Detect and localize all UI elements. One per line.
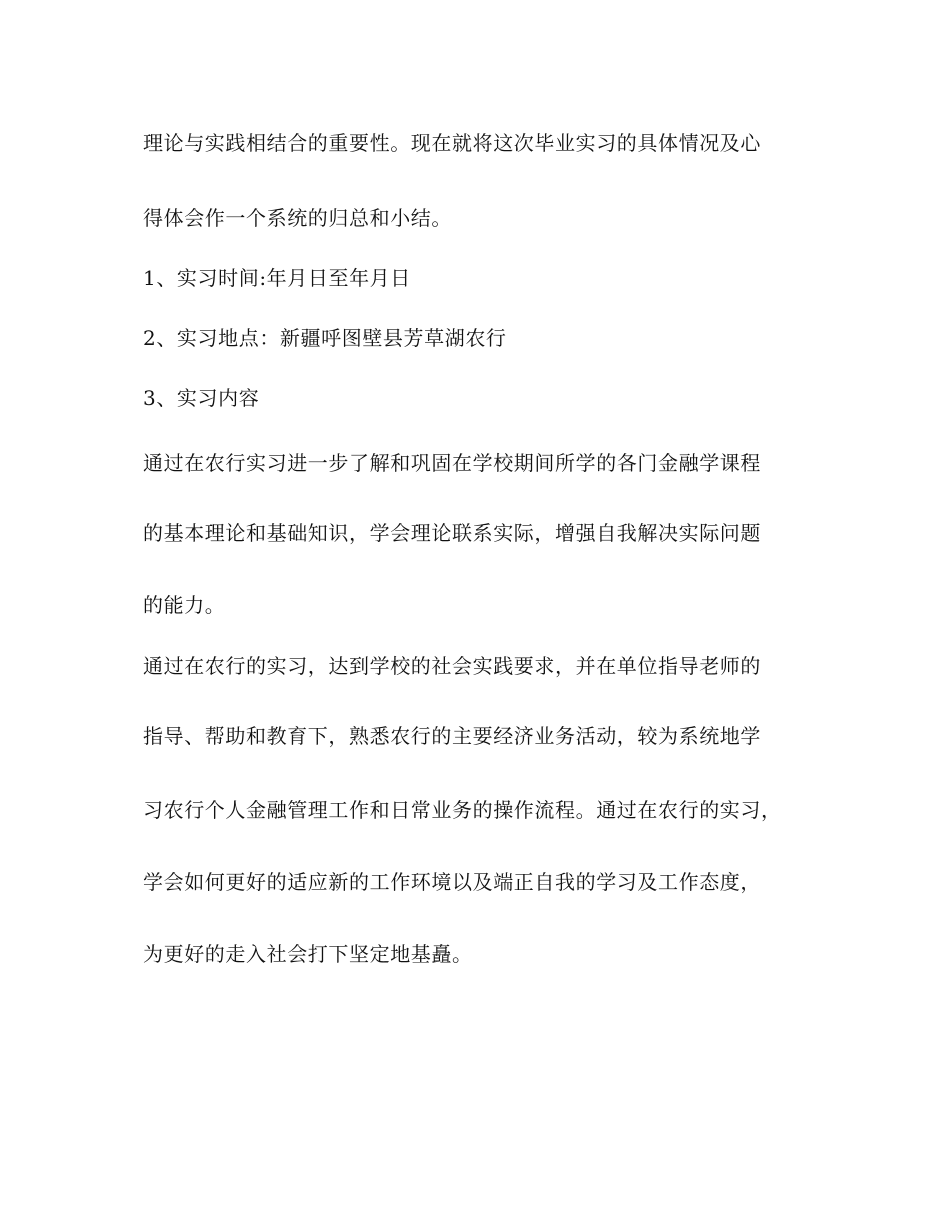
paragraph1-line-3: 的能力。 [143, 593, 226, 617]
paragraph2-line-1: 通过在农行的实习，达到学校的社会实践要求，并在单位指导老师的 [143, 654, 761, 678]
intro-line-1: 理论与实践相结合的重要性。现在就将这次毕业实习的具体情况及心 [143, 131, 761, 155]
paragraph1-line-2: 的基本理论和基础知识，学会理论联系实际，增强自我解决实际问题 [143, 521, 761, 545]
item-practice-location: 2、实习地点：新疆呼图壁县芳草湖农行 [143, 326, 507, 350]
item-practice-time: 1、实习时间:年月日至年月日 [143, 266, 411, 290]
paragraph2-line-3: 习农行个人金融管理工作和日常业务的操作流程。通过在农行的实习， [143, 798, 782, 822]
intro-line-2: 得体会作一个系统的归总和小结。 [143, 206, 452, 230]
paragraph1-line-1: 通过在农行实习进一步了解和巩固在学校期间所学的各门金融学课程 [143, 451, 761, 475]
paragraph2-line-2: 指导、帮助和教育下，熟悉农行的主要经济业务活动，较为系统地学 [143, 724, 761, 748]
paragraph2-line-4: 学会如何更好的适应新的工作环境以及端正自我的学习及工作态度， [143, 870, 761, 894]
item-practice-content: 3、实习内容 [143, 386, 260, 410]
paragraph2-line-5: 为更好的走入社会打下坚定地基矗。 [143, 942, 473, 966]
